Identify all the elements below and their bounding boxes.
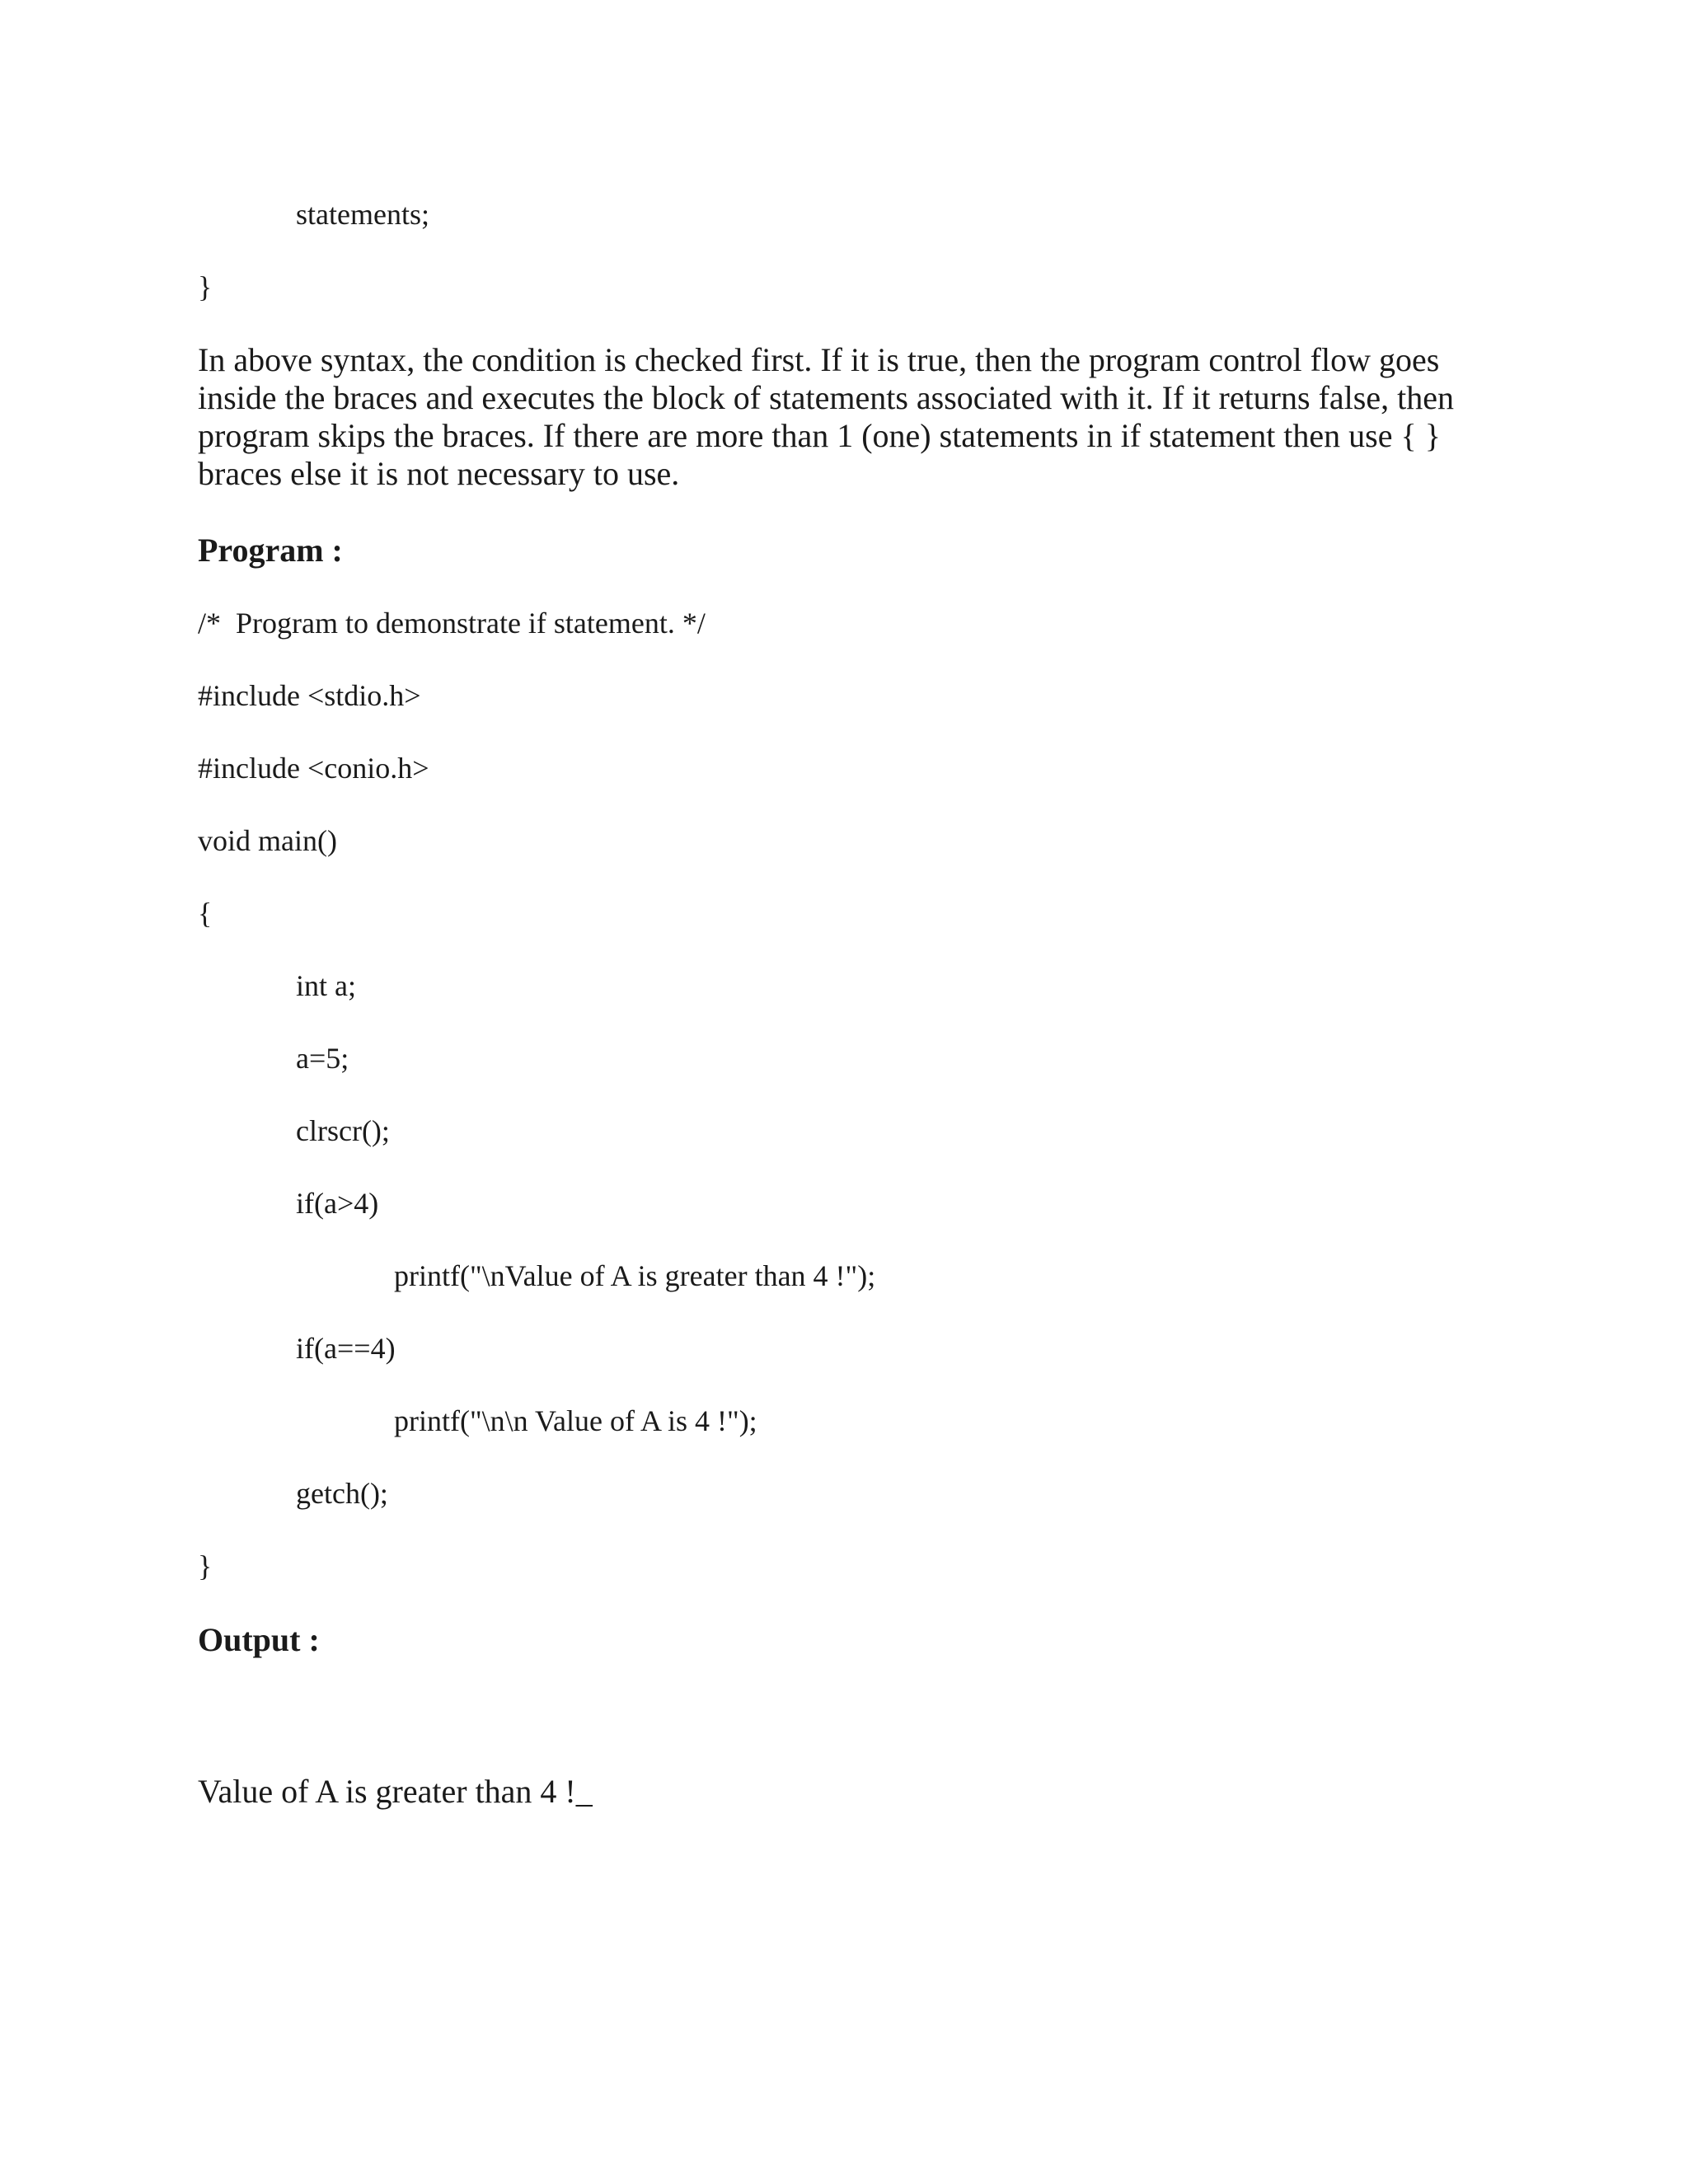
code-decl-a: int a; <box>296 969 356 1002</box>
code-clrscr: clrscr(); <box>296 1114 390 1147</box>
syntax-closing-brace: } <box>198 270 213 303</box>
code-if-greater: if(a>4) <box>296 1187 379 1220</box>
code-include-stdio: #include <stdio.h> <box>198 679 421 712</box>
explanation-line: braces else it is not necessary to use. <box>198 455 680 492</box>
explanation-line: In above syntax, the condition is checked first. If it is true, then the program control flow goes <box>198 341 1440 378</box>
code-getch: getch(); <box>296 1477 388 1510</box>
code-main-decl: void main() <box>198 824 337 857</box>
code-open-brace: { <box>198 897 213 930</box>
syntax-statements-line: statements; <box>296 198 429 231</box>
output-heading: Output : <box>198 1621 320 1658</box>
code-comment: /* Program to demonstrate if statement. */ <box>198 607 706 640</box>
output-text: Value of A is greater than 4 !_ <box>198 1773 593 1810</box>
code-close-brace: } <box>198 1549 213 1582</box>
code-printf-greater: printf("\nValue of A is greater than 4 !"); <box>394 1259 876 1292</box>
program-heading: Program : <box>198 532 343 569</box>
explanation-paragraph <box>198 341 1467 493</box>
code-if-equal: if(a==4) <box>296 1332 396 1365</box>
code-include-conio: #include <conio.h> <box>198 752 429 785</box>
explanation-line: program skips the braces. If there are more than 1 (one) statements in if statement then use { } <box>198 417 1441 454</box>
code-assign-a: a=5; <box>296 1042 349 1075</box>
code-printf-equal: printf("\n\n Value of A is 4 !"); <box>394 1404 757 1437</box>
explanation-line: inside the braces and executes the block of statements associated with it. If it returns false, then <box>198 379 1454 416</box>
